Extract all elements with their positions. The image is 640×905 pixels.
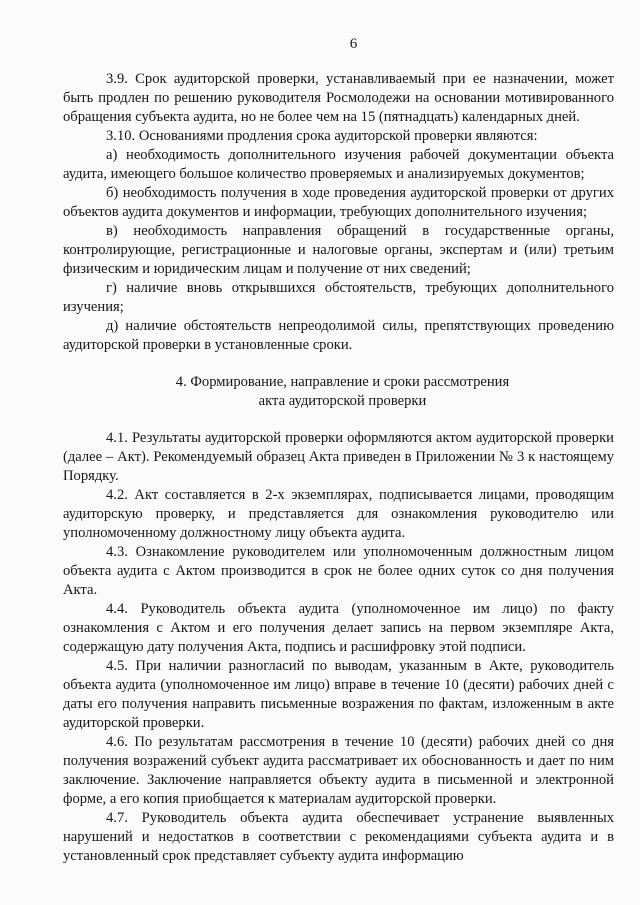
section-4-heading-line1: 4. Формирование, направление и сроки рассмотрения bbox=[175, 374, 510, 390]
list-item-v: в) необходимость направления обращений в государственные органы, контролирующие, регистрационные и налоговые органы, экспертам и (или) третьим физическим и юридическим лицам и получение от них сведений; bbox=[63, 223, 614, 277]
page-number: 6 bbox=[349, 36, 358, 52]
list-item-a: а) необходимость дополнительного изучения рабочей документации объекта аудита, имеющего большое количество проверяемых и анализируемых документов; bbox=[63, 147, 614, 182]
paragraph-4-1: 4.1. Результаты аудиторской проверки оформляются актом аудиторской проверки (далее – Акт). Рекомендуемый образец Акта приведен в Приложении № 3 к настоящему Порядку. bbox=[63, 430, 614, 484]
list-item-d: д) наличие обстоятельств непреодолимой силы, препятствующих проведению аудиторской проверки в установленные сроки. bbox=[63, 318, 614, 353]
list-item-b: б) необходимость получения в ходе проведения аудиторской проверки от других объектов аудита документов и информации, требующих дополнительного изучения; bbox=[63, 185, 614, 220]
paragraph-4-3: 4.3. Ознакомление руководителем или уполномоченным должностным лицом объекта аудита с Актом производится в срок не более одних суток со дня получения Акта. bbox=[63, 544, 614, 598]
paragraph-4-6: 4.6. По результатам рассмотрения в течение 10 (десяти) рабочих дней со дня получения возражений субъект аудита рассматривает их обоснованность и дает по ним заключение. Заключение направляется объекту аудита в письменной и электронной форме, а его копия приобщается к материалам аудиторской проверки. bbox=[63, 734, 614, 807]
list-item-g: г) наличие вновь открывшихся обстоятельств, требующих дополнительного изучения; bbox=[63, 280, 614, 315]
paragraph-4-7: 4.7. Руководитель объекта аудита обеспечивает устранение выявленных нарушений и недостатков в соответствии с рекомендациями субъекта аудита и в установленный срок представляет субъекту аудита информацию bbox=[63, 810, 614, 864]
paragraph-4-5: 4.5. При наличии разногласий по выводам, указанным в Акте, руководитель объекта аудита (уполномоченное им лицо) вправе в течение 10 (десяти) рабочих дней с даты его получения направить письменные возражения по фактам, изложенным в акте аудиторской проверки. bbox=[63, 658, 614, 731]
paragraph-4-2: 4.2. Акт составляется в 2-х экземплярах, подписывается лицами, проводящим аудиторскую проверку, и представляется для ознакомления руководителю или уполномоченному должностному лицу объекта аудита. bbox=[63, 487, 614, 541]
paragraph-3-9: 3.9. Срок аудиторской проверки, устанавливаемый при ее назначении, может быть продлен по решению руководителя Росмолодежи на основании мотивированного обращения субъекта аудита, но не более чем на 15 (пятнадцать) календарных дней. bbox=[63, 71, 614, 125]
section-4-heading bbox=[71, 373, 614, 411]
section-3-body bbox=[63, 70, 614, 355]
section-4-body bbox=[63, 429, 614, 866]
paragraph-4-4: 4.4. Руководитель объекта аудита (уполномоченное им лицо) по факту ознакомления с Актом и его получения делает запись на первом экземпляре Акта, содержащую дату получения Акта, подпись и расшифровку этой подписи. bbox=[63, 601, 614, 655]
paragraph-3-10: 3.10. Основаниями продления срока аудиторской проверки являются: bbox=[106, 128, 538, 144]
section-4-heading-line2: акта аудиторской проверки bbox=[258, 393, 427, 409]
